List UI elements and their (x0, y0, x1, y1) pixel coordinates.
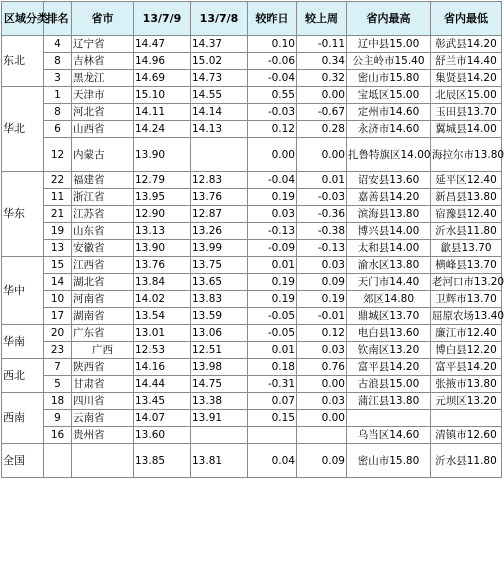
day-change-cell: 0.07 (248, 393, 297, 410)
header-date-1: 13/7/9 (134, 2, 191, 36)
rank-cell: 17 (44, 308, 72, 325)
price-d2-cell: 13.98 (191, 359, 248, 376)
low-cell: 玉田县13.70 (431, 104, 502, 121)
day-change-cell: 0.19 (248, 189, 297, 206)
table-row (2, 308, 502, 325)
price-table (1, 1, 502, 478)
week-change-cell: 0.32 (297, 70, 347, 87)
price-d1-cell: 13.84 (134, 274, 191, 291)
price-d2-cell: 13.59 (191, 308, 248, 325)
table-row (2, 342, 502, 359)
high-cell: 滨海县13.80 (347, 206, 431, 223)
rank-cell: 1 (44, 87, 72, 104)
high-cell: 扎鲁特旗区14.00 (347, 138, 431, 172)
table-row (2, 172, 502, 189)
table-row (2, 325, 502, 342)
week-change-cell: 0.00 (297, 376, 347, 393)
province-cell: 内蒙古 (72, 138, 134, 172)
day-change-cell: -0.05 (248, 325, 297, 342)
high-cell: 密山市15.80 (347, 444, 431, 478)
week-change-cell: 0.34 (297, 53, 347, 70)
day-change-cell: -0.04 (248, 70, 297, 87)
table-row (2, 257, 502, 274)
week-change-cell: -0.01 (297, 308, 347, 325)
price-d1-cell: 13.54 (134, 308, 191, 325)
price-d1-cell: 14.07 (134, 410, 191, 427)
price-d2-cell: 13.81 (191, 444, 248, 478)
price-d2-cell: 14.55 (191, 87, 248, 104)
region-cell: 华中 (2, 257, 44, 325)
header-province-low: 省内最低 (431, 2, 502, 36)
low-cell: 卫辉市13.70 (431, 291, 502, 308)
rank-cell: 3 (44, 70, 72, 87)
price-d2-cell: 13.38 (191, 393, 248, 410)
table-row (2, 359, 502, 376)
day-change-cell: -0.04 (248, 172, 297, 189)
table-row (2, 104, 502, 121)
price-d2-cell (191, 427, 248, 444)
week-change-cell: 0.03 (297, 342, 347, 359)
high-cell: 辽中县15.00 (347, 36, 431, 53)
day-change-cell: 0.03 (248, 206, 297, 223)
price-d2-cell: 14.14 (191, 104, 248, 121)
week-change-cell (297, 427, 347, 444)
day-change-cell: -0.13 (248, 223, 297, 240)
high-cell: 定州市14.60 (347, 104, 431, 121)
province-cell: 黑龙江 (72, 70, 134, 87)
rank-cell: 16 (44, 427, 72, 444)
day-change-cell: 0.01 (248, 257, 297, 274)
rank-cell: 9 (44, 410, 72, 427)
province-cell: 吉林省 (72, 53, 134, 70)
high-cell: 宝坻区15.00 (347, 87, 431, 104)
table-row (2, 291, 502, 308)
week-change-cell: 0.09 (297, 274, 347, 291)
low-cell: 屈原农场13.40 (431, 308, 502, 325)
low-cell: 富平县14.20 (431, 359, 502, 376)
high-cell: 乌当区14.60 (347, 427, 431, 444)
table-row (2, 376, 502, 393)
region-cell: 华南 (2, 325, 44, 359)
day-change-cell: 0.04 (248, 444, 297, 478)
price-d2-cell: 12.83 (191, 172, 248, 189)
rank-cell: 21 (44, 206, 72, 223)
rank-cell: 22 (44, 172, 72, 189)
low-cell: 沂水县11.80 (431, 444, 502, 478)
rank-cell: 6 (44, 121, 72, 138)
week-change-cell: 0.19 (297, 291, 347, 308)
province-cell: 辽宁省 (72, 36, 134, 53)
price-d1-cell: 13.60 (134, 427, 191, 444)
low-cell: 廉江市12.40 (431, 325, 502, 342)
price-d2-cell: 13.06 (191, 325, 248, 342)
week-change-cell: -0.36 (297, 206, 347, 223)
province-cell (72, 444, 134, 478)
rank-cell: 8 (44, 104, 72, 121)
price-d2-cell: 13.65 (191, 274, 248, 291)
low-cell: 延平区12.40 (431, 172, 502, 189)
day-change-cell: 0.55 (248, 87, 297, 104)
day-change-cell (248, 427, 297, 444)
high-cell: 诏安县13.60 (347, 172, 431, 189)
week-change-cell: 0.09 (297, 444, 347, 478)
table-row (2, 427, 502, 444)
price-d2-cell (191, 138, 248, 172)
province-cell: 江西省 (72, 257, 134, 274)
price-d2-cell: 14.37 (191, 36, 248, 53)
rank-cell: 20 (44, 325, 72, 342)
price-d2-cell: 13.83 (191, 291, 248, 308)
price-d1-cell: 12.79 (134, 172, 191, 189)
table-row (2, 206, 502, 223)
rank-cell: 14 (44, 274, 72, 291)
price-d2-cell: 15.02 (191, 53, 248, 70)
region-cell: 西北 (2, 359, 44, 393)
rank-cell: 12 (44, 138, 72, 172)
week-change-cell: 0.03 (297, 257, 347, 274)
low-cell: 宿豫县12.40 (431, 206, 502, 223)
day-change-cell: 0.15 (248, 410, 297, 427)
price-d1-cell: 14.69 (134, 70, 191, 87)
price-d2-cell: 14.75 (191, 376, 248, 393)
day-change-cell: 0.19 (248, 291, 297, 308)
high-cell: 钦南区13.20 (347, 342, 431, 359)
low-cell: 集贤县14.20 (431, 70, 502, 87)
high-cell: 太和县14.00 (347, 240, 431, 257)
header-rank: 排名 (44, 2, 72, 36)
header-province-high: 省内最高 (347, 2, 431, 36)
high-cell: 郊区14.80 (347, 291, 431, 308)
price-d2-cell: 13.99 (191, 240, 248, 257)
week-change-cell: 0.00 (297, 410, 347, 427)
low-cell: 元坝区13.20 (431, 393, 502, 410)
rank-cell: 23 (44, 342, 72, 359)
province-cell: 湖南省 (72, 308, 134, 325)
province-cell: 云南省 (72, 410, 134, 427)
low-cell: 横峰县13.70 (431, 257, 502, 274)
province-cell: 天津市 (72, 87, 134, 104)
high-cell: 电白县13.60 (347, 325, 431, 342)
province-cell: 江苏省 (72, 206, 134, 223)
price-d1-cell: 14.44 (134, 376, 191, 393)
low-cell: 舒兰市14.40 (431, 53, 502, 70)
low-cell: 沂水县11.80 (431, 223, 502, 240)
day-change-cell: 0.10 (248, 36, 297, 53)
rank-cell: 13 (44, 240, 72, 257)
price-d1-cell: 12.53 (134, 342, 191, 359)
low-cell: 新昌县13.80 (431, 189, 502, 206)
week-change-cell: -0.38 (297, 223, 347, 240)
table-row (2, 223, 502, 240)
week-change-cell: -0.03 (297, 189, 347, 206)
price-d1-cell: 14.47 (134, 36, 191, 53)
high-cell: 博兴县14.00 (347, 223, 431, 240)
week-change-cell: 0.76 (297, 359, 347, 376)
price-d1-cell: 13.90 (134, 240, 191, 257)
province-cell: 浙江省 (72, 189, 134, 206)
province-cell: 河南省 (72, 291, 134, 308)
low-cell: 海拉尔市13.80 (431, 138, 502, 172)
week-change-cell: -0.11 (297, 36, 347, 53)
low-cell: 博白县12.20 (431, 342, 502, 359)
price-d1-cell: 14.02 (134, 291, 191, 308)
rank-cell: 18 (44, 393, 72, 410)
price-d1-cell: 13.45 (134, 393, 191, 410)
table-row (2, 53, 502, 70)
header-region: 区域分类 (2, 2, 44, 36)
rank-cell: 19 (44, 223, 72, 240)
table-row (2, 189, 502, 206)
province-cell: 贵州省 (72, 427, 134, 444)
province-cell: 陕西省 (72, 359, 134, 376)
low-cell: 清镇市12.60 (431, 427, 502, 444)
table-row (2, 87, 502, 104)
price-d2-cell: 14.13 (191, 121, 248, 138)
high-cell: 鼎城区13.70 (347, 308, 431, 325)
high-cell: 蒲江县13.80 (347, 393, 431, 410)
rank-cell: 7 (44, 359, 72, 376)
day-change-cell: -0.03 (248, 104, 297, 121)
high-cell: 公主岭市15.40 (347, 53, 431, 70)
week-change-cell: 0.12 (297, 325, 347, 342)
price-d1-cell: 14.16 (134, 359, 191, 376)
price-d2-cell: 13.91 (191, 410, 248, 427)
price-d2-cell: 14.73 (191, 70, 248, 87)
price-d1-cell: 13.85 (134, 444, 191, 478)
price-d1-cell: 13.95 (134, 189, 191, 206)
day-change-cell: -0.31 (248, 376, 297, 393)
region-cell: 东北 (2, 36, 44, 87)
region-cell: 华东 (2, 172, 44, 257)
high-cell: 密山市15.80 (347, 70, 431, 87)
header-date-2: 13/7/8 (191, 2, 248, 36)
week-change-cell: 0.00 (297, 87, 347, 104)
price-d2-cell: 12.51 (191, 342, 248, 359)
table-row (2, 121, 502, 138)
price-d1-cell: 13.13 (134, 223, 191, 240)
province-cell: 广西 (72, 342, 134, 359)
price-d2-cell: 13.75 (191, 257, 248, 274)
province-cell: 广东省 (72, 325, 134, 342)
header-day-change: 较昨日 (248, 2, 297, 36)
rank-cell: 4 (44, 36, 72, 53)
header-week-change: 较上周 (297, 2, 347, 36)
table-row (2, 36, 502, 53)
header-row (2, 2, 502, 36)
province-cell: 山西省 (72, 121, 134, 138)
region-cell: 全国 (2, 444, 44, 478)
week-change-cell: 0.28 (297, 121, 347, 138)
price-d1-cell: 14.96 (134, 53, 191, 70)
week-change-cell: -0.13 (297, 240, 347, 257)
low-cell (431, 410, 502, 427)
price-d1-cell: 12.90 (134, 206, 191, 223)
price-d2-cell: 13.76 (191, 189, 248, 206)
province-cell: 湖北省 (72, 274, 134, 291)
high-cell: 嘉善县14.20 (347, 189, 431, 206)
day-change-cell: 0.18 (248, 359, 297, 376)
week-change-cell: 0.01 (297, 172, 347, 189)
price-d2-cell: 13.26 (191, 223, 248, 240)
rank-cell: 5 (44, 376, 72, 393)
rank-cell (44, 444, 72, 478)
high-cell: 渝水区13.80 (347, 257, 431, 274)
price-d2-cell: 12.87 (191, 206, 248, 223)
week-change-cell: 0.00 (297, 138, 347, 172)
low-cell: 北辰区15.00 (431, 87, 502, 104)
day-change-cell: -0.09 (248, 240, 297, 257)
rank-cell: 11 (44, 189, 72, 206)
day-change-cell: -0.06 (248, 53, 297, 70)
day-change-cell: 0.12 (248, 121, 297, 138)
high-cell: 古浪县15.00 (347, 376, 431, 393)
table-row (2, 138, 502, 172)
low-cell: 彰武县14.20 (431, 36, 502, 53)
price-d1-cell: 13.01 (134, 325, 191, 342)
day-change-cell: 0.00 (248, 138, 297, 172)
price-d1-cell: 13.90 (134, 138, 191, 172)
price-d1-cell: 14.24 (134, 121, 191, 138)
table-row (2, 444, 502, 478)
day-change-cell: 0.01 (248, 342, 297, 359)
week-change-cell: -0.67 (297, 104, 347, 121)
rank-cell: 8 (44, 53, 72, 70)
region-cell: 西南 (2, 393, 44, 444)
province-cell: 河北省 (72, 104, 134, 121)
low-cell: 张掖市13.80 (431, 376, 502, 393)
table-row (2, 240, 502, 257)
header-province: 省市 (72, 2, 134, 36)
high-cell: 富平县14.20 (347, 359, 431, 376)
high-cell: 天门市14.40 (347, 274, 431, 291)
table-row (2, 274, 502, 291)
low-cell: 老河口市13.20 (431, 274, 502, 291)
province-cell: 山东省 (72, 223, 134, 240)
high-cell (347, 410, 431, 427)
province-cell: 安徽省 (72, 240, 134, 257)
rank-cell: 10 (44, 291, 72, 308)
low-cell: 歙县13.70 (431, 240, 502, 257)
price-d1-cell: 13.76 (134, 257, 191, 274)
region-cell: 华北 (2, 87, 44, 172)
low-cell: 翼城县14.00 (431, 121, 502, 138)
week-change-cell: 0.03 (297, 393, 347, 410)
high-cell: 永济市14.60 (347, 121, 431, 138)
table-row (2, 410, 502, 427)
province-cell: 福建省 (72, 172, 134, 189)
day-change-cell: 0.19 (248, 274, 297, 291)
table-row (2, 70, 502, 87)
table-row (2, 393, 502, 410)
rank-cell: 15 (44, 257, 72, 274)
day-change-cell: -0.05 (248, 308, 297, 325)
price-d1-cell: 15.10 (134, 87, 191, 104)
province-cell: 四川省 (72, 393, 134, 410)
province-cell: 甘肃省 (72, 376, 134, 393)
price-d1-cell: 14.11 (134, 104, 191, 121)
